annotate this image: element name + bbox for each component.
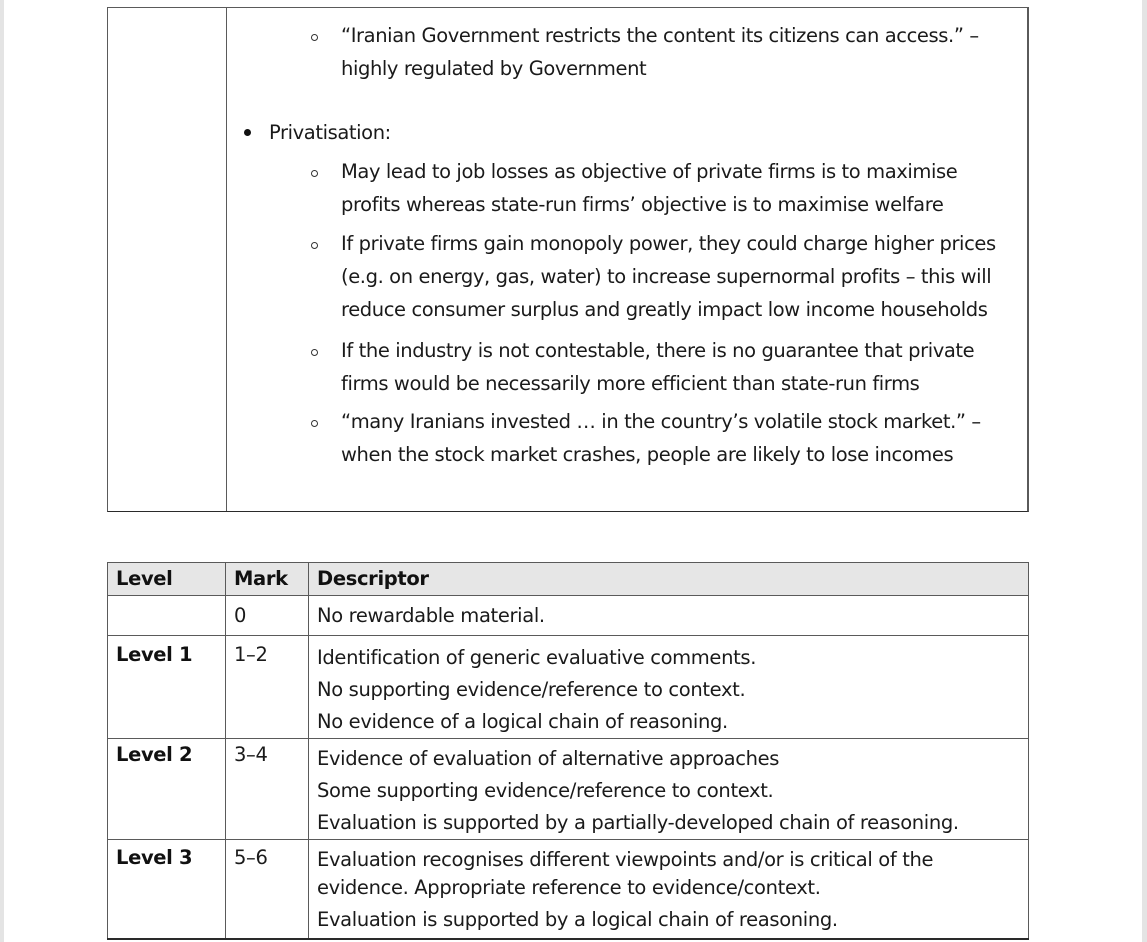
sub-bullet-item [341, 405, 1031, 471]
table-header-row [108, 563, 1029, 596]
sub-bullet-line: profits whereas state-run firms’ objective is to maximise welfare [341, 193, 944, 216]
level-cell [108, 596, 226, 636]
column-divider [226, 8, 227, 511]
mark-cell: 1–2 [226, 636, 309, 739]
descriptor-line: No supporting evidence/reference to context. [317, 678, 746, 701]
level-cell: Level 3 [108, 840, 226, 940]
level-cell: Level 2 [108, 739, 226, 840]
hollow-bullet-icon [311, 349, 318, 356]
bullet-label: Privatisation: [269, 121, 391, 144]
sub-bullet-line: (e.g. on energy, gas, water) to increase supernormal profits – this will [341, 265, 992, 288]
descriptor-line: Identification of generic evaluative comments. [317, 646, 757, 669]
mark-cell: 5–6 [226, 840, 309, 940]
hollow-bullet-icon [311, 170, 318, 177]
hollow-bullet-icon [311, 34, 318, 41]
descriptor-line: No evidence of a logical chain of reasoning. [317, 710, 728, 733]
sub-bullet-item [341, 155, 1031, 221]
sub-bullet-line: May lead to job losses as objective of private firms is to maximise [341, 160, 958, 183]
sub-bullet-item [341, 227, 1031, 326]
descriptor-line: Evaluation is supported by a logical chain of reasoning. [317, 908, 838, 931]
sub-bullet-line: firms would be necessarily more efficient than state-run firms [341, 372, 920, 395]
sub-bullet-line: “many Iranians invested … in the country’s volatile stock market.” – [341, 410, 981, 433]
descriptor-line: Evidence of evaluation of alternative approaches [317, 747, 780, 770]
sub-bullet-line: If private firms gain monopoly power, they could charge higher prices [341, 232, 996, 255]
sub-bullet-line: reduce consumer surplus and greatly impact low income households [341, 298, 988, 321]
descriptor-cell [309, 596, 1029, 636]
header-level: Level [108, 563, 226, 596]
table-row [108, 739, 1029, 840]
mark-cell: 0 [226, 596, 309, 636]
level-cell: Level 1 [108, 636, 226, 739]
answer-content-table [107, 7, 1029, 512]
descriptor-line: evidence. Appropriate reference to evidence/context. [317, 876, 821, 899]
table-row [108, 636, 1029, 739]
descriptor-cell [309, 636, 1029, 739]
descriptor-line: No rewardable material. [317, 604, 545, 627]
descriptor-line: Evaluation is supported by a partially-developed chain of reasoning. [317, 811, 959, 834]
bullet-item-privatisation [269, 116, 391, 149]
header-descriptor: Descriptor [309, 563, 1029, 596]
sub-bullet-line: If the industry is not contestable, there is no guarantee that private [341, 339, 975, 362]
descriptor-cell [309, 739, 1029, 840]
hollow-bullet-icon [311, 242, 318, 249]
descriptor-cell [309, 840, 1029, 940]
hollow-bullet-icon [311, 420, 318, 427]
sub-bullet-line: highly regulated by Government [341, 57, 647, 80]
scrollbar-track[interactable] [1142, 0, 1147, 942]
descriptor-line: Some supporting evidence/reference to context. [317, 779, 774, 802]
header-mark: Mark [226, 563, 309, 596]
sub-bullet-line: when the stock market crashes, people are likely to lose incomes [341, 443, 954, 466]
table-row [108, 596, 1029, 636]
descriptor-line: Evaluation recognises different viewpoints and/or is critical of the [317, 848, 934, 871]
page-edge-left [0, 0, 4, 942]
sub-bullet-line: “Iranian Government restricts the content its citizens can access.” – [341, 24, 979, 47]
sub-bullet-item [341, 334, 1031, 400]
mark-cell: 3–4 [226, 739, 309, 840]
table-row [108, 840, 1029, 940]
mark-scheme-table [107, 562, 1029, 940]
filled-bullet-icon [244, 129, 251, 136]
sub-bullet-item [341, 19, 1031, 85]
